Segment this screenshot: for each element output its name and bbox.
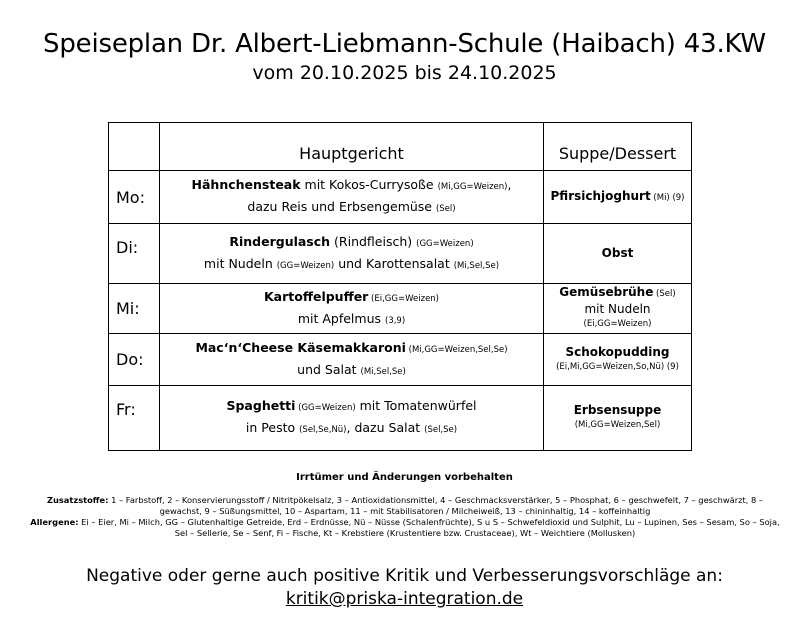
table-row	[109, 334, 692, 386]
side-dish: Obst	[544, 224, 692, 284]
side-dish: Gemüsebrühe (Sel) mit Nudeln (Ei,GG=Weizen)	[544, 284, 692, 334]
table-row	[109, 386, 692, 451]
table-row	[109, 171, 692, 224]
table-row	[109, 224, 692, 284]
menu-table	[108, 122, 692, 451]
main-dish: Rindergulasch (Rindfleisch) (GG=Weizen) mit Nudeln (GG=Weizen) und Karottensalat (Mi,Sel,Se)	[160, 224, 544, 284]
disclaimer: Irrtümer und Änderungen vorbehalten	[296, 472, 513, 483]
legend	[30, 495, 780, 539]
table-row	[109, 284, 692, 334]
day-label: Do:	[109, 334, 160, 386]
main-dish: Spaghetti (GG=Weizen) mit Tomatenwürfel in Pesto (Sel,Se,Nü), dazu Salat (Sel,Se)	[160, 386, 544, 451]
main-dish: Kartoffelpuffer (Ei,GG=Weizen) mit Apfelmus (3,9)	[160, 284, 544, 334]
day-label: Mo:	[109, 171, 160, 224]
date-range: vom 20.10.2025 bis 24.10.2025	[252, 62, 557, 84]
feedback-email-link[interactable]: kritik@priska-integration.de	[285, 589, 524, 609]
additives-legend: Zusatzstoffe: 1 – Farbstoff, 2 – Konservierungsstoff / Nitritpökelsalz, 3 – Antioxidationsmittel, 4 – Geschmacksverstärker, 5 – Phosphat, 6 – geschwefelt, 7 – geschwärzt, 8 – gewachst, 9 – Süßungsmittel, 10 – Aspartam, 11 – mit Stabilisatoren / Milcheiweiß, 13 – chininhaltig, 14 – koffeinhaltig	[46, 495, 764, 516]
main-dish: Mac‘n‘Cheese Käsemakkaroni (Mi,GG=Weizen,Sel,Se) und Salat (Mi,Sel,Se)	[160, 334, 544, 386]
main-dish: Hähnchensteak mit Kokos-Currysoße (Mi,GG=Weizen), dazu Reis und Erbsengemüse (Sel)	[160, 171, 544, 224]
day-label: Di:	[109, 224, 160, 284]
day-label: Fr:	[109, 386, 160, 451]
side-dish: Pfirsichjoghurt (Mi) (9)	[544, 171, 692, 224]
table-header-row	[109, 123, 692, 171]
side-dish: Erbsensuppe (Mi,GG=Weizen,Sel)	[544, 386, 692, 451]
day-label: Mi:	[109, 284, 160, 334]
header-hauptgericht: Hauptgericht	[160, 123, 544, 171]
header-suppe-dessert: Suppe/Dessert	[544, 123, 692, 171]
allergens-legend: Allergene: Ei – Eier, Mi – Milch, GG – Glutenhaltige Getreide, Erd – Erdnüsse, Nü – Nüsse (Schalenfrüchte), S u S – Schwefeldioxid und Sulphit, Lu – Lupinen, Ses – Sesam, So – Soja, Sel – Sellerie, Se – Senf, Fi – Fische, Kt – Krebstiere (Krustentiere bzw. Crustaceae), Wt – Weichtiere (Mollusken)	[30, 517, 780, 538]
page-title: Speiseplan Dr. Albert-Liebmann-Schule (Haibach) 43.KW	[43, 29, 766, 59]
feedback-text: Negative oder gerne auch positive Kritik und Verbesserungsvorschläge an:	[86, 566, 723, 586]
feedback	[0, 565, 809, 611]
side-dish: Schokopudding (Ei,Mi,GG=Weizen,So,Nü) (9)	[544, 334, 692, 386]
header-empty-cell	[109, 123, 160, 171]
